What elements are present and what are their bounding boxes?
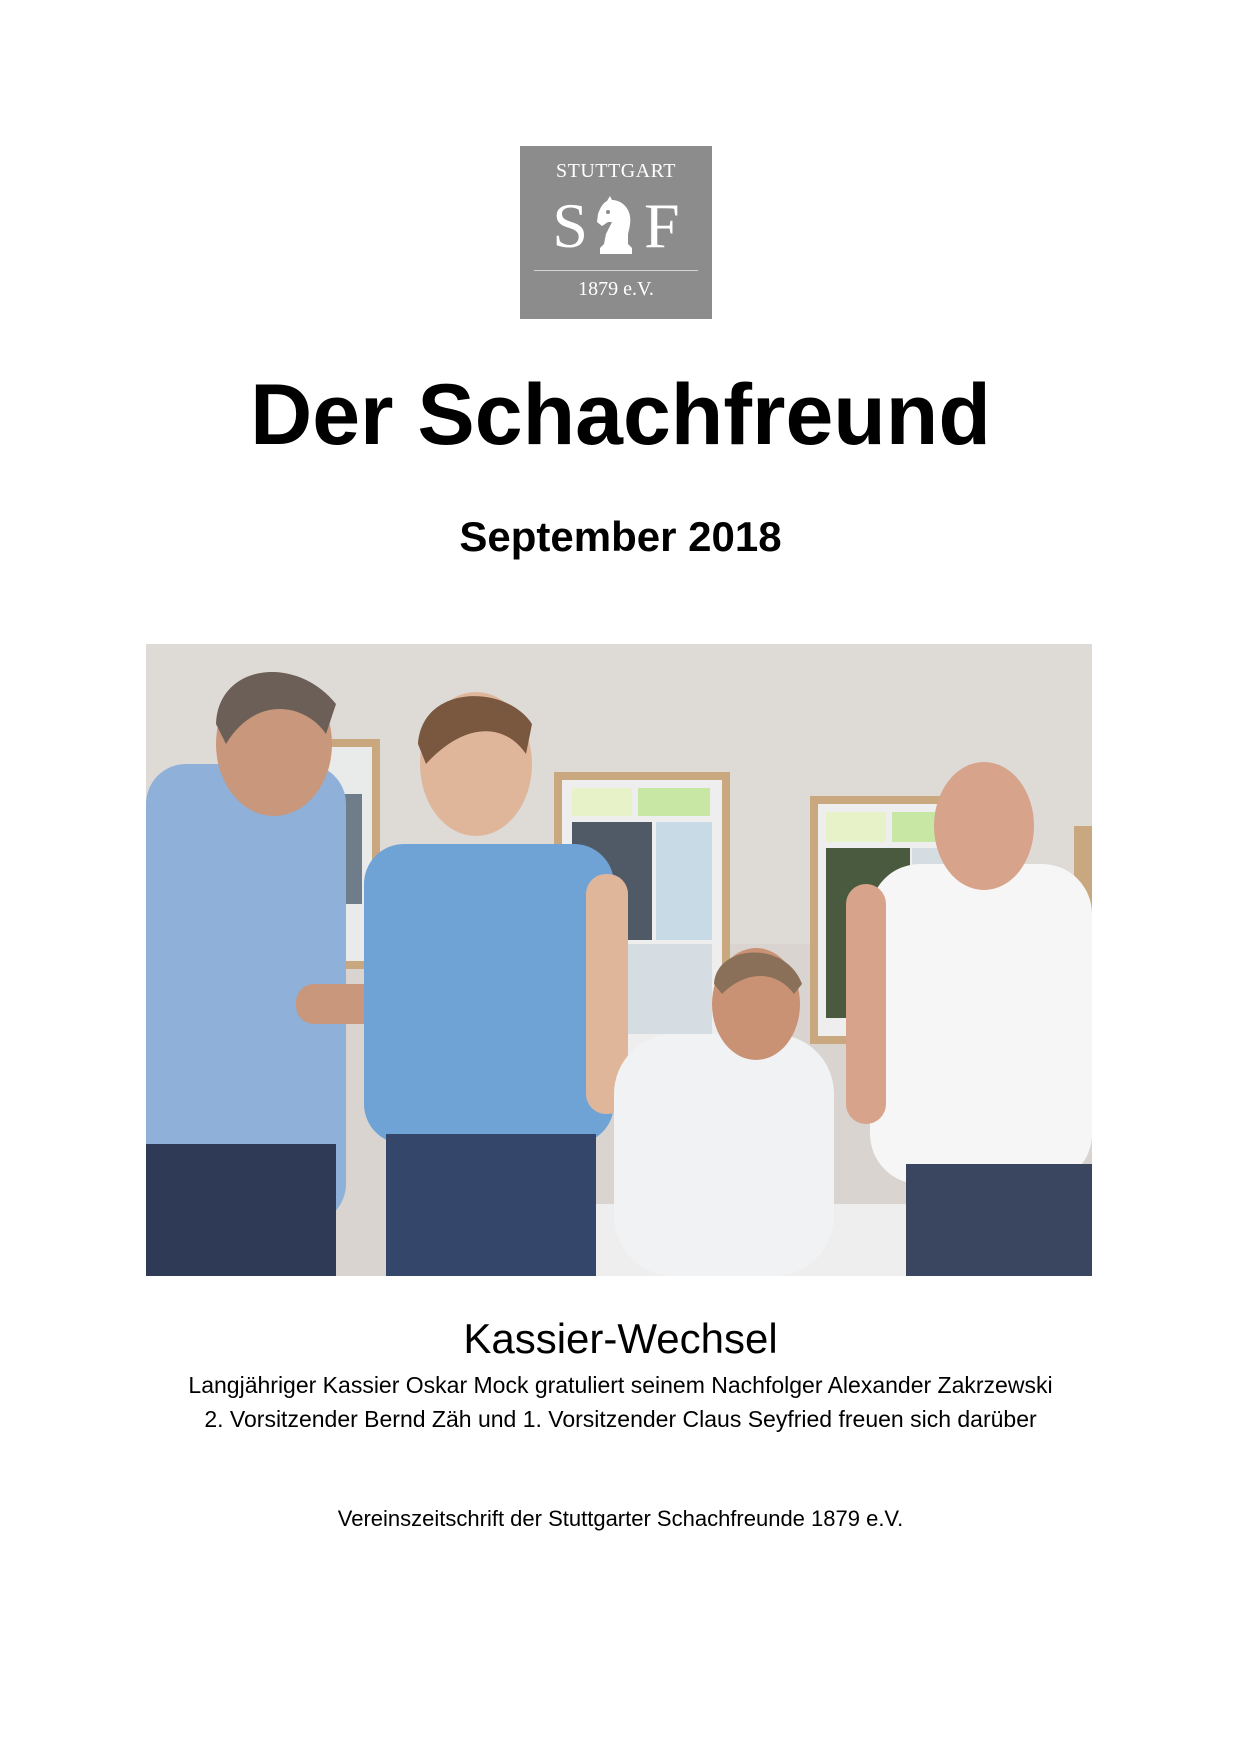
logo-top-text: STUTTGART xyxy=(556,160,676,182)
cover-photo xyxy=(146,644,1092,1276)
logo-divider xyxy=(534,270,698,271)
newsletter-title: Der Schachfreund xyxy=(250,367,991,463)
issue-date: September 2018 xyxy=(459,513,782,560)
logo-letter-s: S xyxy=(552,190,588,261)
caption-line: 2. Vorsitzender Bernd Zäh und 1. Vorsitzender Claus Seyfried freuen sich darüber xyxy=(204,1406,1037,1432)
knight-chess-piece-icon xyxy=(594,194,638,258)
caption-heading: Kassier-Wechsel xyxy=(463,1315,778,1362)
publication-footer: Vereinszeitschrift der Stuttgarter Schachfreunde 1879 e.V. xyxy=(337,1506,904,1531)
logo-letter-f: F xyxy=(644,190,680,261)
logo-monogram xyxy=(520,186,712,266)
logo-bottom-text: 1879 e.V. xyxy=(578,278,654,300)
caption-line: Langjähriger Kassier Oskar Mock gratuliert seinem Nachfolger Alexander Zakrzewski xyxy=(188,1372,1053,1398)
club-logo xyxy=(520,146,712,319)
